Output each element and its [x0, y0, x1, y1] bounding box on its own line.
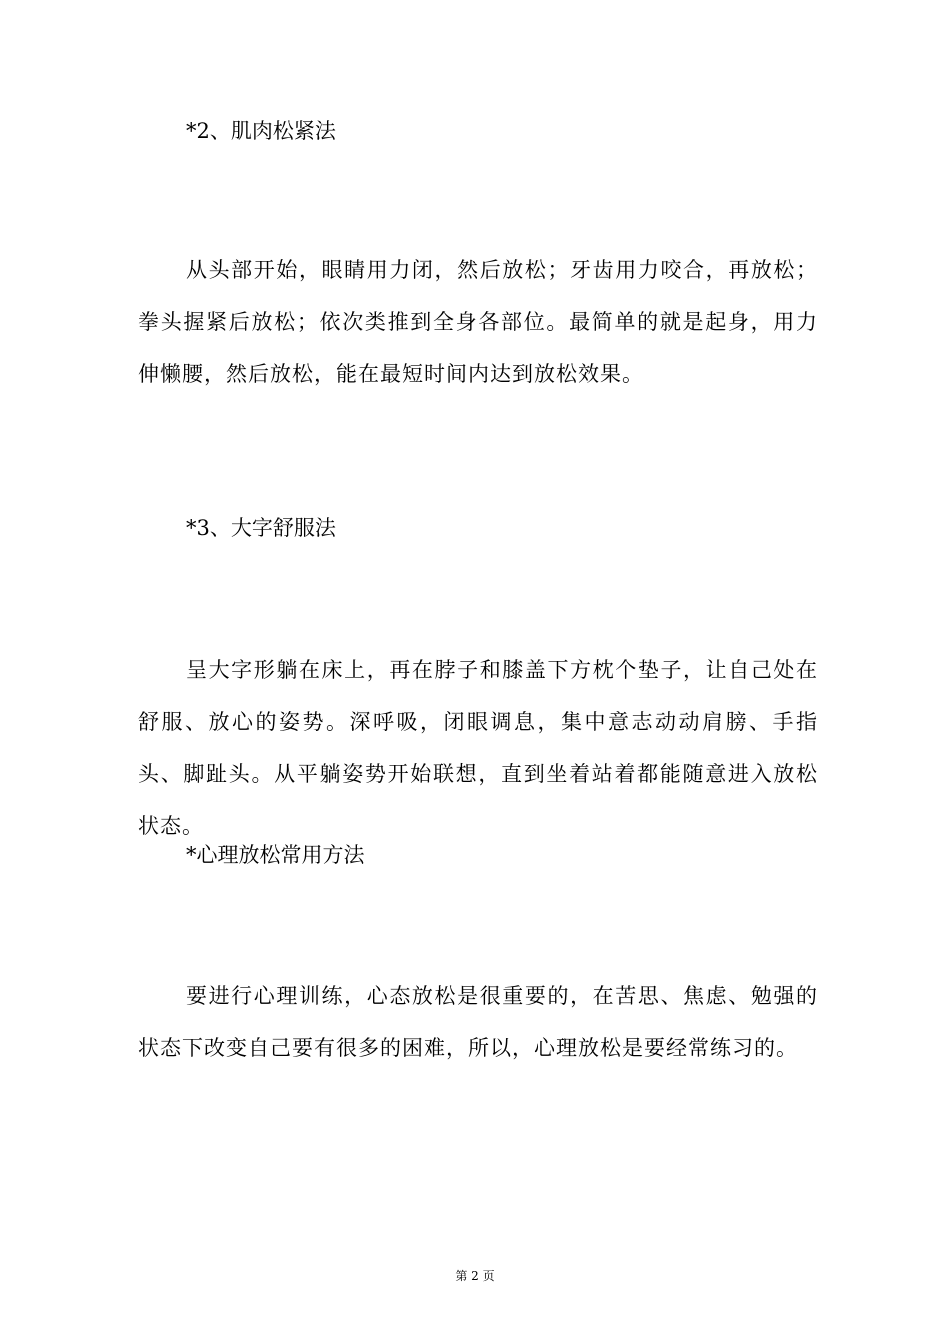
section-paragraph-big-character: 呈大字形躺在床上，再在脖子和膝盖下方枕个垫子，让自己处在舒服、放心的姿势。深呼吸，闭眼调息，集中意志动动肩膀、手指头、脚趾头。从平躺姿势开始联想，直到坐着站着都能随意进入放松状态。 [138, 658, 818, 838]
section-heading-psych-relax: *心理放松常用方法 [186, 843, 365, 867]
page-number: 第 2 页 [455, 1269, 495, 1283]
section-heading-big-character: *3、大字舒服法 [186, 516, 336, 540]
section-heading-muscle-relax: *2、肌肉松紧法 [186, 119, 336, 143]
section-paragraph-psych-relax: 要进行心理训练，心态放松是很重要的，在苦思、焦虑、勉强的状态下改变自己要有很多的困难，所以，心理放松是要经常练习的。 [138, 984, 818, 1060]
section-paragraph-muscle-relax: 从头部开始，眼睛用力闭，然后放松；牙齿用力咬合，再放松；拳头握紧后放松；依次类推到全身各部位。最简单的就是起身，用力伸懒腰，然后放松，能在最短时间内达到放松效果。 [138, 258, 818, 386]
